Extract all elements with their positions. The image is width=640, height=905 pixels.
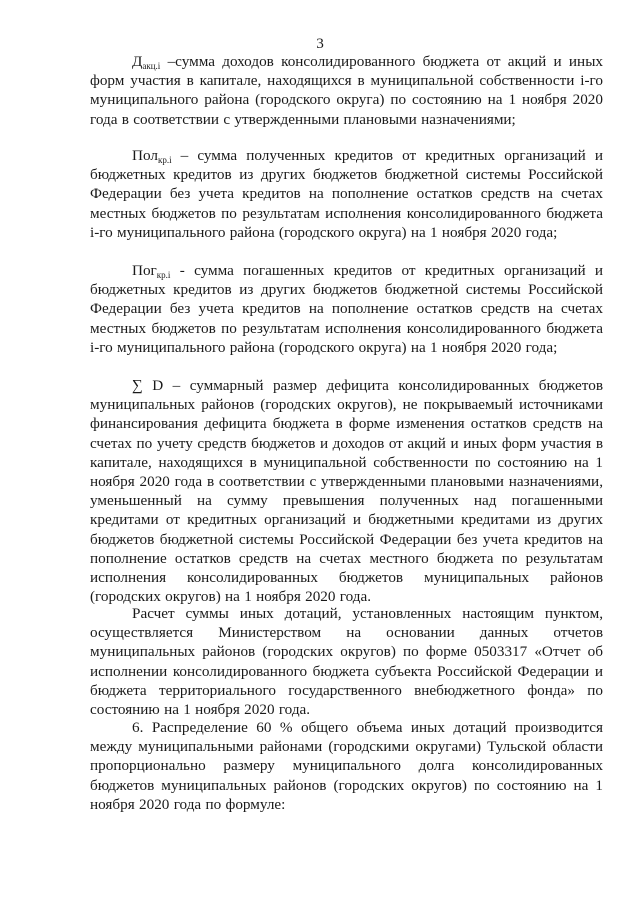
term-pog: Пог [132, 262, 157, 279]
term-d-akc-subscript: акц.i [142, 61, 161, 71]
paragraph-item-6: 6. Распределение 60 % общего объема иных дотаций производится между муниципальными районами (городскими округами) Тульской области пропорционально размеру муниципального долга консолидированных бюджетов муниципальных районов (городских округов) по состоянию на 1 ноября 2020 года по формуле: [90, 719, 603, 813]
term-pog-subscript: кр.i [156, 270, 171, 280]
paragraph-pol-text: – сумма полученных кредитов от кредитных организаций и бюджетных кредитов из других бюджетов бюджетной системы Российской Федерации без учета кредитов на пополнение остатков средств на счетах местных бюджетов по результатам исполнения консолидированного бюджета i-го муниципального района (городского округа) на 1 ноября 2020 года; [90, 147, 603, 241]
paragraph-calculation: Расчет суммы иных дотаций, установленных настоящим пунктом, осуществляется Министерством на основании данных отчетов муниципальных районов (городских округов) по форме 0503317 «Отчет об исполнении консолидированного бюджета субъекта Российской Федерации и бюджета территориального государственного внебюджетного фонда» по состоянию на 1 ноября 2020 года. [90, 605, 603, 719]
page-number: 3 [316, 35, 324, 52]
term-sum-d: ∑ D [132, 377, 164, 394]
paragraph-d-akc-text: –сумма доходов консолидированного бюджета от акций и иных форм участия в капитале, находящихся в муниципальной собственности i-го муниципального района (городского округа) по состоянию на 1 ноября 2020 года в соответствии с утвержденными плановыми назначениями; [90, 53, 603, 128]
term-d-akc: Д [132, 53, 143, 70]
term-pol-subscript: кр.i [157, 155, 172, 165]
paragraph-d-akc [90, 52, 603, 129]
term-pol: Пол [132, 147, 158, 164]
paragraph-pog-text: - сумма погашенных кредитов от кредитных организаций и бюджетных кредитов из других бюджетов бюджетной системы Российской Федерации без учета кредитов на пополнение остатков средств на счетах местных бюджетов по результатам исполнения консолидированного бюджета i-го муниципального района (городского округа) на 1 ноября 2020 года; [90, 262, 603, 356]
paragraph-pog [90, 261, 603, 357]
paragraph-sum-d-text: – суммарный размер дефицита консолидированных бюджетов муниципальных районов (городских округов), не покрываемый источниками финансирования дефицита бюджета в форме изменения остатков средств на счетах по учету средств бюджетов и доходов от акций и иных форм участия в капитале, находящихся в муниципальной собственности по состоянию на 1 ноября 2020 года в соответствии с утвержденными плановыми назначениями, уменьшенный на сумму превышения полученных над погашенными кредитами от кредитных организаций и бюджетными кредитами из других бюджетов бюджетной системы Российской Федерации без учета кредитов на пополнение остатков средств на счетах местного бюджета по результатам исполнения консолидированных бюджетов муниципальных районов (городских округов) на 1 ноября 2020 года. [90, 377, 604, 606]
paragraph-sum-d [90, 376, 603, 606]
paragraph-pol [90, 146, 603, 242]
